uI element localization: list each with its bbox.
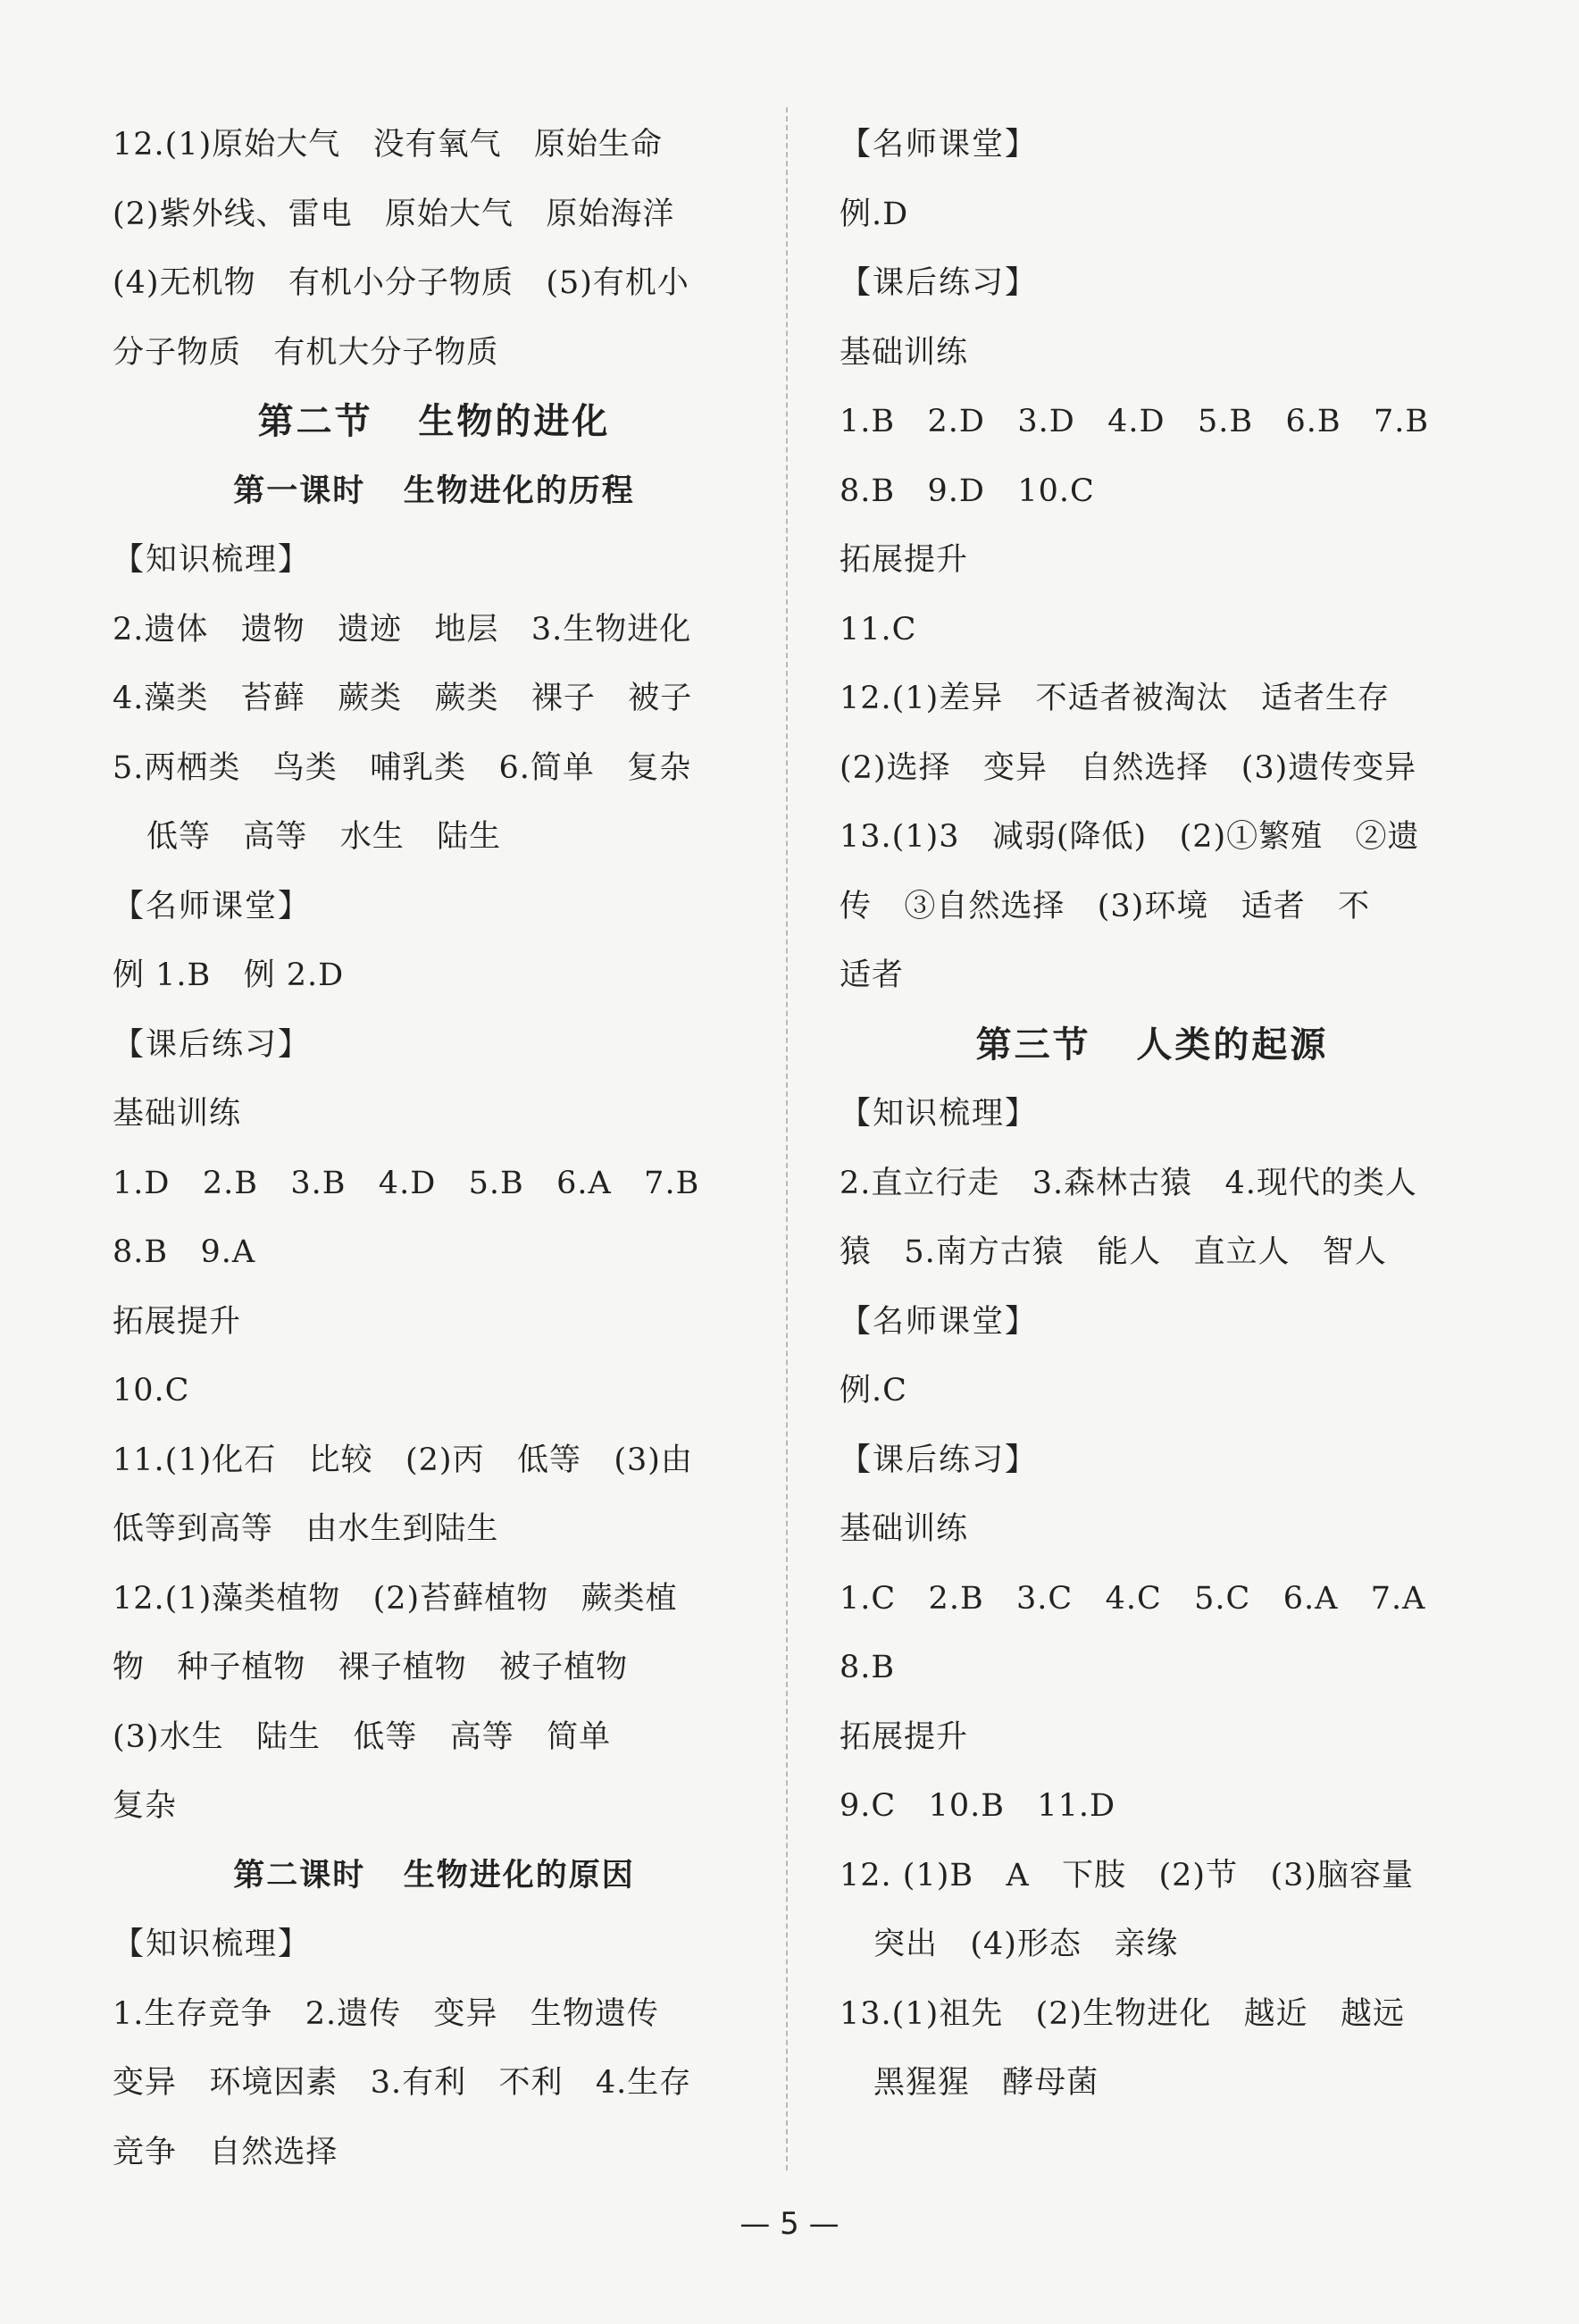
answer-line: 11.C xyxy=(840,611,917,648)
answer-line: (2)选择 变异 自然选择 (3)遗传变异 xyxy=(840,749,1417,786)
answer-line: 12.(1)原始大气 没有氧气 原始生命 xyxy=(113,127,663,163)
answer-line: 拓展提升 xyxy=(840,1718,969,1755)
answer-line: 2.直立行走 3.森林古猿 4.现代的类人 xyxy=(840,1165,1417,1201)
answer-line: 13.(1)3 减弱(降低) (2)①繁殖 ②遗 xyxy=(840,819,1420,855)
answer-line: 基础训练 xyxy=(113,1096,242,1132)
answer-line: 适者 xyxy=(840,957,905,993)
answer-line: 低等到高等 由水生到陆生 xyxy=(113,1511,499,1547)
bracket-heading: 【课后练习】 xyxy=(840,1442,1039,1478)
answer-line: 猿 5.南方古猿 能人 直立人 智人 xyxy=(840,1234,1387,1270)
answer-line: (3)水生 陆生 低等 高等 简单 xyxy=(113,1718,612,1755)
bracket-heading: 【知识梳理】 xyxy=(113,1927,312,1962)
right-column xyxy=(840,111,1465,2119)
answer-line: 物 种子植物 裸子植物 被子植物 xyxy=(113,1650,629,1685)
answer-line: 12. (1)B A 下肢 (2)节 (3)脑容量 xyxy=(840,1857,1415,1893)
answer-line: 分子物质 有机大分子物质 xyxy=(113,334,499,371)
answer-line: 5.两栖类 鸟类 哺乳类 6.简单 复杂 xyxy=(113,749,692,786)
lesson-title: 第二课时 生物进化的原因 xyxy=(233,1857,635,1893)
answer-line: 12.(1)差异 不适者被淘汰 适者生存 xyxy=(840,681,1390,716)
answer-line: 12.(1)藻类植物 (2)苔藓植物 蕨类植 xyxy=(113,1580,678,1617)
lesson-title: 第一课时 生物进化的历程 xyxy=(233,472,635,509)
answer-line-indented: 突出 (4)形态 亲缘 xyxy=(873,1927,1179,1962)
answer-line: 例.C xyxy=(840,1373,907,1409)
answer-line: 拓展提升 xyxy=(113,1303,242,1340)
answer-line: 复杂 xyxy=(113,1788,178,1824)
bracket-heading: 【课后练习】 xyxy=(113,1026,312,1063)
bracket-heading: 【名师课堂】 xyxy=(840,1303,1039,1340)
answer-line: 基础训练 xyxy=(840,1511,969,1547)
answer-line: 1.D 2.B 3.B 4.D 5.B 6.A 7.B xyxy=(113,1165,700,1201)
bracket-heading: 【知识梳理】 xyxy=(840,1096,1039,1132)
bracket-heading: 【知识梳理】 xyxy=(113,542,312,578)
answer-line-indented: 低等 高等 水生 陆生 xyxy=(146,819,502,855)
section-title: 第三节 人类的起源 xyxy=(975,1024,1329,1066)
answer-line: 1.C 2.B 3.C 4.C 5.C 6.A 7.A xyxy=(840,1580,1426,1617)
answer-line: 例.D xyxy=(840,196,909,232)
column-divider xyxy=(786,107,788,2170)
answer-line: 传 ③自然选择 (3)环境 适者 不 xyxy=(840,888,1371,924)
answer-line: 竞争 自然选择 xyxy=(113,2134,338,2170)
bracket-heading: 【名师课堂】 xyxy=(840,127,1039,163)
answer-line-indented: 黑猩猩 酵母菌 xyxy=(873,2065,1099,2101)
bracket-heading: 【名师课堂】 xyxy=(113,888,312,924)
answer-line: 8.B 9.D 10.C xyxy=(840,472,1095,509)
page-number: — 5 — xyxy=(739,2206,840,2242)
answer-line: 8.B xyxy=(840,1650,896,1685)
answer-line: 例 1.B 例 2.D xyxy=(113,957,345,993)
answer-line: 10.C xyxy=(113,1373,190,1409)
answer-line: 13.(1)祖先 (2)生物进化 越近 越远 xyxy=(840,1995,1405,2032)
answer-line: (4)无机物 有机小分子物质 (5)有机小 xyxy=(113,265,689,301)
answer-line: 拓展提升 xyxy=(840,542,969,578)
answer-line: 4.藻类 苔藓 蕨类 蕨类 裸子 被子 xyxy=(113,681,693,716)
left-column xyxy=(113,111,756,2187)
answer-line: 1.B 2.D 3.D 4.D 5.B 6.B 7.B xyxy=(840,404,1430,439)
answer-line: 基础训练 xyxy=(840,334,969,371)
answer-line: 1.生存竞争 2.遗传 变异 生物遗传 xyxy=(113,1995,659,2032)
answer-line: 变异 环境因素 3.有利 不利 4.生存 xyxy=(113,2065,692,2101)
bracket-heading: 【课后练习】 xyxy=(840,265,1039,301)
answer-line: 8.B 9.A xyxy=(113,1234,256,1270)
answer-line: 2.遗体 遗物 遗迹 地层 3.生物进化 xyxy=(113,611,692,648)
section-title: 第二节 生物的进化 xyxy=(257,401,611,442)
answer-line: (2)紫外线、雷电 原始大气 原始海洋 xyxy=(113,196,675,232)
answer-line: 11.(1)化石 比较 (2)丙 低等 (3)由 xyxy=(113,1442,693,1478)
answer-line: 9.C 10.B 11.D xyxy=(840,1788,1116,1824)
